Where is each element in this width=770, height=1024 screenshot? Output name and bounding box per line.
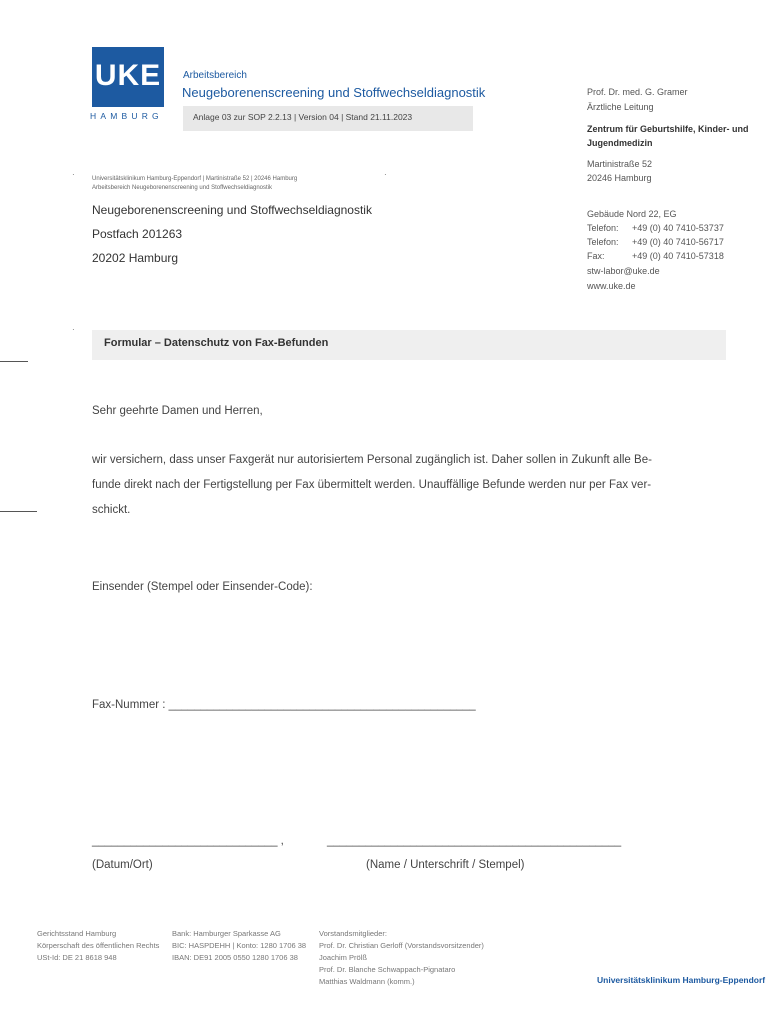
- contact-city: 20246 Hamburg: [587, 173, 652, 183]
- sender-line2: Arbeitsbereich Neugeborenenscreening und Stoffwechseldiagnostik: [92, 185, 273, 191]
- version-line: Anlage 03 zur SOP 2.2.13 | Version 04 | Stand 21.11.2023: [193, 112, 413, 122]
- phone-row: [587, 237, 724, 247]
- name-line[interactable]: ______________________________________________: [327, 835, 622, 847]
- logo-mark: UKE: [94, 59, 162, 92]
- footer-line: Vorstandsmitglieder:: [319, 929, 387, 938]
- contact-email[interactable]: stw-labor@uke.de: [587, 266, 660, 276]
- footer-col3: [319, 928, 484, 988]
- contact-name: Prof. Dr. med. G. Gramer: [587, 87, 688, 97]
- logo-city: HAMBURG: [90, 111, 163, 121]
- footer-line: Joachim Prölß: [319, 953, 367, 962]
- recipient-line2: Postfach 201263: [92, 227, 183, 241]
- footer-line: Prof. Dr. Christian Gerloff (Vorstandsvorsitzender): [319, 941, 484, 950]
- recipient-line3: 20202 Hamburg: [92, 251, 179, 265]
- body-paragraph: [92, 448, 726, 523]
- form-title-box: [92, 330, 726, 360]
- date-line[interactable]: _____________________________ ,: [92, 835, 284, 847]
- paragraph-line: schickt.: [92, 504, 131, 516]
- phone-value: +49 (0) 40 7410-56717: [632, 237, 724, 247]
- fold-mark: ·: [72, 325, 75, 334]
- recipient-line1: Neugeborenenscreening und Stoffwechseldiagnostik: [92, 203, 372, 217]
- greeting: Sehr geehrte Damen und Herren,: [92, 405, 263, 417]
- date-label: (Datum/Ort): [92, 859, 153, 871]
- phone-row: [587, 223, 724, 233]
- center-line1: Zentrum für Geburtshilfe, Kinder- und: [587, 124, 749, 134]
- contact-web[interactable]: www.uke.de: [587, 281, 636, 291]
- paragraph-line: wir versichern, dass unser Faxgerät nur autorisiertem Personal zugänglich ist. Daher sollen in Zukunft alle Be-: [92, 454, 652, 466]
- fold-line: [0, 511, 37, 512]
- uke-logo: [92, 47, 164, 107]
- footer-line: Gerichtsstand Hamburg: [37, 929, 117, 938]
- footer-line: Bank: Hamburger Sparkasse AG: [172, 929, 281, 938]
- footer-line: IBAN: DE91 2005 0550 1280 1706 38: [172, 953, 298, 962]
- footer-line: Körperschaft des öffentlichen Rechts: [37, 941, 160, 950]
- fax-number-field[interactable]: Fax-Nummer : ________________________________________________: [92, 699, 476, 711]
- center-line2: Jugendmedizin: [587, 138, 653, 148]
- contact-building: Gebäude Nord 22, EG: [587, 209, 677, 219]
- paragraph-line: funde direkt nach der Fertigstellung per Fax übermittelt werden. Unauffällige Befunde werden nur per Fax ver-: [92, 479, 652, 491]
- fax-row: [587, 251, 724, 261]
- footer-line: Prof. Dr. Blanche Schwappach-Pignataro: [319, 965, 456, 974]
- department-label: Arbeitsbereich: [183, 70, 247, 81]
- contact-street: Martinistraße 52: [587, 159, 653, 169]
- footer-brand: Universitätsklinikum Hamburg-Eppendorf: [597, 975, 766, 985]
- fax-value: +49 (0) 40 7410-57318: [632, 251, 724, 261]
- fold-mark: ·: [72, 170, 75, 179]
- footer-line: Matthias Waldmann (komm.): [319, 977, 415, 986]
- footer-line: USt-Id: DE 21 8618 948: [37, 953, 117, 962]
- phone-label: Telefon:: [587, 223, 619, 233]
- phone-label: Telefon:: [587, 237, 619, 247]
- footer-line: BIC: HASPDEHH | Konto: 1280 1706 38: [172, 941, 307, 950]
- contact-role: Ärztliche Leitung: [587, 102, 654, 112]
- sender-return-address: [92, 175, 297, 193]
- version-box: [183, 106, 473, 131]
- footer-col2: [172, 928, 306, 964]
- form-title: Formular – Datenschutz von Fax-Befunden: [104, 337, 329, 349]
- footer-col1: [37, 928, 159, 964]
- department-title: Neugeborenenscreening und Stoffwechseldiagnostik: [182, 85, 486, 100]
- sender-field-label: Einsender (Stempel oder Einsender-Code):: [92, 581, 313, 593]
- name-label: (Name / Unterschrift / Stempel): [366, 859, 525, 871]
- fax-label: Fax:: [587, 251, 605, 261]
- phone-value: +49 (0) 40 7410-53737: [632, 223, 724, 233]
- fold-mark: ·: [384, 170, 387, 179]
- fold-line: [0, 361, 28, 362]
- sender-line1: Universitätsklinikum Hamburg-Eppendorf | Martinistraße 52 | 20246 Hamburg: [92, 176, 298, 182]
